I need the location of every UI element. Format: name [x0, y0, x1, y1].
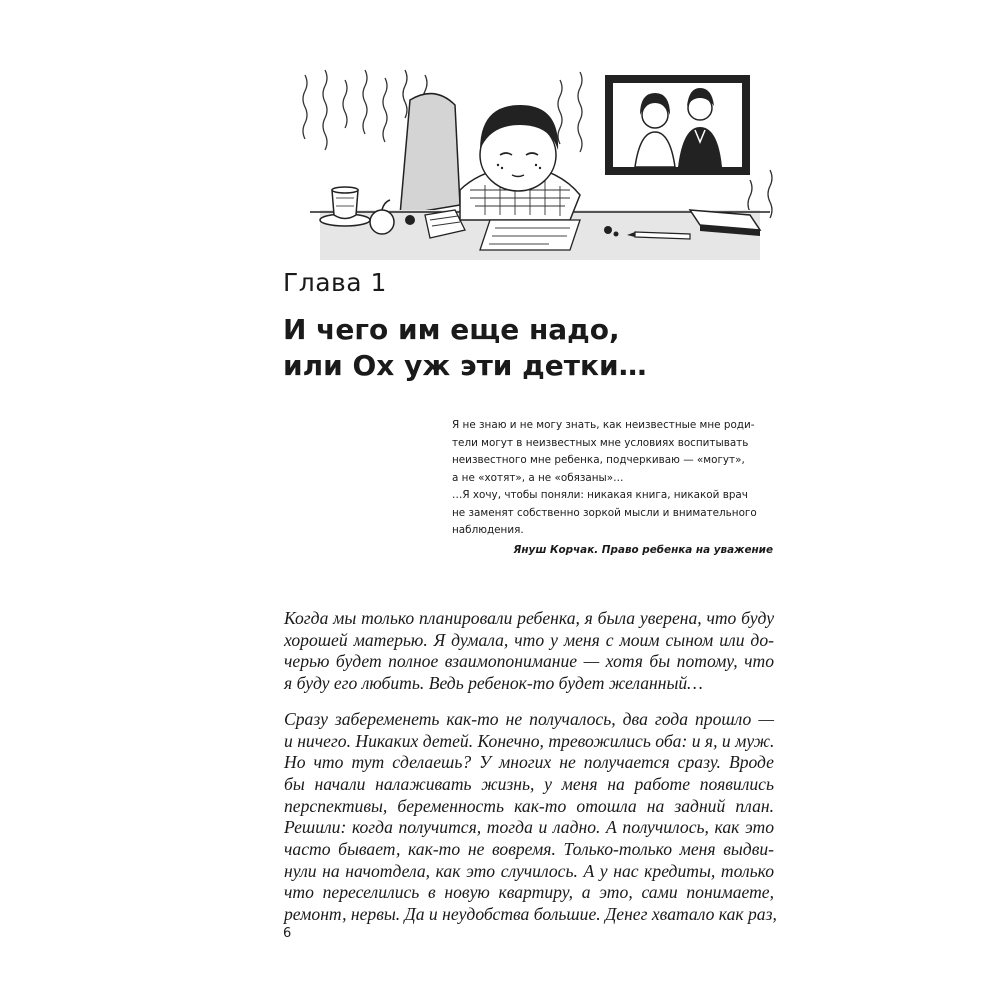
paragraph: [284, 608, 774, 695]
child-at-table-illustration: [290, 60, 790, 260]
text-line: Но что тут сделаешь? У многих не получается сразу. Вроде: [284, 752, 774, 773]
chair-back: [400, 94, 460, 215]
text-line: Сразу забеременеть как-то не получалось, два года прошло —: [284, 708, 774, 729]
epigraph-source: Януш Корчак. Право ребенка на уважение: [513, 544, 773, 556]
epigraph-line: тели могут в неизвестных мне условиях воспитывать: [452, 436, 749, 449]
epigraph-line: а не «хотят», а не «обязаны»…: [452, 471, 624, 484]
chapter-label: Глава 1: [283, 268, 387, 297]
epigraph-line: не заменят собственно зоркой мысли и внимательного: [452, 506, 757, 519]
text-line: что переселились в новую квартиру, а это, сами понимаете,: [284, 882, 774, 903]
paper-sheet: [480, 220, 580, 250]
chapter-title: [283, 312, 803, 384]
text-line: хорошей матерью. Я думала, что у меня с моим сыном или до-: [284, 629, 774, 650]
paragraph: [284, 708, 777, 926]
epigraph-line: Я не знаю и не могу знать, как неизвестные мне роди-: [452, 419, 755, 431]
text-line: Когда мы только планировали ребенка, я была уверена, что буду: [284, 608, 774, 628]
text-line: Решили: когда получится, тогда и ладно. А получилось, как это: [284, 817, 774, 838]
crumb: [405, 215, 415, 225]
text-line: ремонт, нервы. Да и неудобства большие. Денег хватало как раз,: [284, 904, 777, 925]
text-line: нули на начотдела, как это случилось. А у нас кредиты, только: [284, 860, 774, 881]
apple-icon: [370, 200, 394, 234]
page-number: 6: [283, 926, 292, 941]
text-line: я буду его любить. Ведь ребенок-то будет желанный…: [284, 673, 703, 694]
text-line: черью будет полное взаимопонимание — хотя бы потому, что: [284, 651, 774, 672]
body-text: [284, 608, 777, 926]
epigraph-line: неизвестного мне ребенка, подчеркиваю — «могут»,: [452, 454, 745, 466]
framed-portrait-icon: [605, 75, 750, 175]
teacup-icon: [320, 187, 370, 226]
epigraph: [452, 417, 782, 540]
chapter-title-line: или Ох уж эти детки…: [283, 349, 647, 382]
text-line: перспективы, беременность как-то отошла на задний план.: [284, 795, 774, 816]
text-line: часто бывает, как-то не вовремя. Только-только меня выдви-: [284, 839, 774, 860]
chapter-title-line: И чего им еще надо,: [283, 313, 620, 346]
epigraph-line: наблюдения.: [452, 524, 524, 536]
epigraph-line: …Я хочу, чтобы поняли: никакая книга, никакой врач: [452, 489, 748, 501]
text-line: и ничего. Никаких детей. Конечно, тревожились оба: и я, и муж.: [284, 730, 775, 751]
text-line: бы начали налаживать жизнь, у меня на работе появились: [284, 773, 774, 794]
